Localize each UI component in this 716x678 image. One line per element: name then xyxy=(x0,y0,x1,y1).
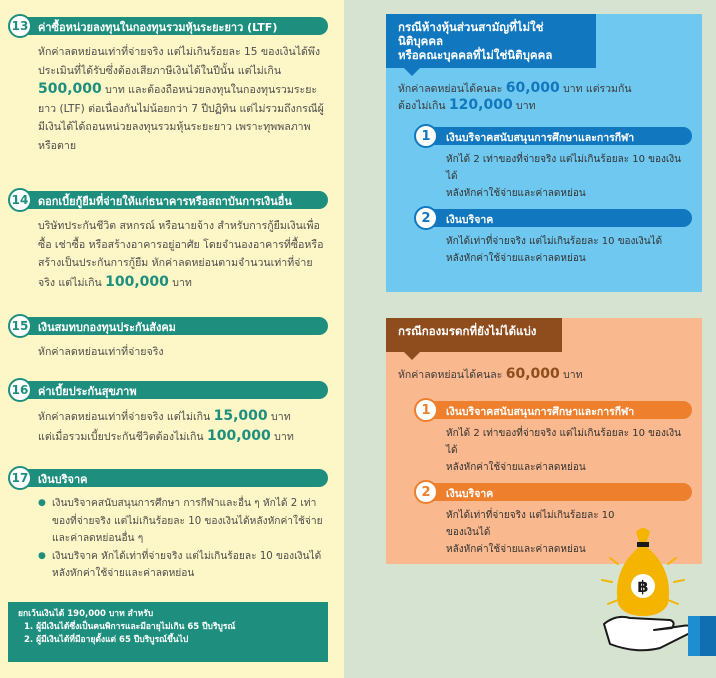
section-title: ค่าเบี้ยประกันสุขภาพ xyxy=(38,385,137,398)
body-text: บาท และต้องถือหน่วยลงทุนในกองทุนรวมระยะยาว (LTF) ต่อเนื่องกันไม่น้อยกว่า 7 ปีปฏิทิน แต่ไม่รวมถึงกรณีผู้มีเงินได้ได้ถอนหน่วยลงทุนรวมหุ้นระยะยาว เพราะทุพพลภาพหรือตาย xyxy=(38,84,324,152)
unit-text: บาท xyxy=(563,369,583,381)
unit-text: บาท xyxy=(172,276,192,289)
item-header xyxy=(414,124,692,148)
donation-item-1 xyxy=(414,124,692,202)
section-body xyxy=(8,338,328,362)
body-text: หักค่าลดหย่อนเท่าที่จ่ายจริง xyxy=(38,346,164,358)
body-text: แต่เมื่อรวมเบี้ยประกันชีวิตต้องไม่เกิน xyxy=(38,430,204,443)
section-title: เงินสมทบกองทุนประกันสังคม xyxy=(38,321,176,334)
section-number: 14 xyxy=(8,188,32,212)
body-text: หักค่าลดหย่อนเท่าที่จ่ายจริง แต่ไม่เกินร้อยละ 15 ของเงินได้พึงประเมินที่ได้รับซึ่งต้องเสียภาษีเงินได้ในปีนั้น แต่ไม่เกิน xyxy=(38,46,321,77)
item-number: 2 xyxy=(414,206,438,230)
panel-tab xyxy=(386,318,562,352)
amount: 60,000 xyxy=(505,80,560,96)
item-line: หักได้เท่าที่จ่ายจริง แต่ไม่เกินร้อยละ 10 ของเงินได้ xyxy=(446,510,615,538)
section-header xyxy=(8,466,328,490)
item-title: เงินบริจาค xyxy=(446,214,494,226)
section-body xyxy=(8,212,328,292)
section-header xyxy=(8,188,328,212)
section-16 xyxy=(8,378,328,446)
item-body xyxy=(414,422,692,476)
tab-line: กรณีกองมรดกที่ยังไม่ได้แบ่ง xyxy=(398,324,537,338)
item-number: 2 xyxy=(414,480,438,504)
intro-text: บาท แต่รวมกัน xyxy=(563,83,632,95)
item-header xyxy=(414,206,692,230)
intro-text: หักค่าลดหย่อนได้คนละ xyxy=(398,83,503,95)
section-number: 16 xyxy=(8,378,32,402)
unit-text: บาท xyxy=(516,100,536,112)
amount: 60,000 xyxy=(505,366,560,382)
unit-text: บาท xyxy=(271,411,291,423)
amount: 120,000 xyxy=(448,97,513,113)
section-header xyxy=(8,314,328,338)
tab-line: หรือคณะบุคคลที่ไม่ใช่นิติบุคคล xyxy=(398,48,553,62)
donation-item-1 xyxy=(414,398,692,476)
item-header xyxy=(414,480,692,504)
body-text: หักค่าลดหย่อนเท่าที่จ่ายจริง แต่ไม่เกิน xyxy=(38,411,211,423)
amount: 100,000 xyxy=(207,427,271,444)
section-number: 15 xyxy=(8,314,32,338)
section-number: 17 xyxy=(8,466,32,490)
body-text: บริษัทประกันชีวิต สหกรณ์ หรือนายจ้าง สำหรับการกู้ยืมเงินเพื่อซื้อ เช่าซื้อ หรือสร้างอาคารอยู่อาศัย โดยจำนองอาคารที่ซื้อหรือสร้างเป็นประกันการกู้ยืม หักค่าลดหย่อนตามจำนวนเท่าที่จ่ายจริง แต่ไม่เกิน xyxy=(38,220,324,289)
left-column xyxy=(0,0,344,678)
money-bag-hand-icon xyxy=(596,520,716,678)
baht-symbol: ฿ xyxy=(637,577,649,596)
amount: 100,000 xyxy=(105,273,169,290)
note-line: ยกเว้นเงินได้ 190,000 บาท สำหรับ xyxy=(18,609,154,619)
section-header xyxy=(8,378,328,402)
tab-line: กรณีห้างหุ้นส่วนสามัญที่ไม่ใช่นิติบุคคล xyxy=(398,20,544,48)
section-number: 13 xyxy=(8,14,32,38)
bullet-item: ● เงินบริจาค หักได้เท่าที่จ่ายจริง แต่ไม่เกินร้อยละ 10 ของเงินได้หลังหักค่าใช้จ่ายและค่าลดหย่อน xyxy=(38,548,328,583)
panel-tab xyxy=(386,14,596,68)
section-14 xyxy=(8,188,328,292)
partnership-panel xyxy=(386,14,702,292)
section-17 xyxy=(8,466,328,583)
intro-text: ต้องไม่เกิน xyxy=(398,100,446,112)
item-title: เงินบริจาคสนับสนุนการศึกษาและการกีฬา xyxy=(446,132,635,144)
section-title: ดอกเบี้ยกู้ยืมที่จ่ายให้แก่ธนาคารหรือสถาบันการเงินอื่น xyxy=(38,195,292,208)
item-line: หลังหักค่าใช้จ่ายและค่าลดหย่อน xyxy=(446,188,586,199)
intro-text: หักค่าลดหย่อนได้คนละ xyxy=(398,369,503,381)
item-line: หักได้ 2 เท่าของที่จ่ายจริง แต่ไม่เกินร้อยละ 10 ของเงินได้ xyxy=(446,428,682,456)
section-body xyxy=(8,402,328,446)
amount: 15,000 xyxy=(213,408,268,424)
section-body xyxy=(8,38,328,155)
section-title: เงินบริจาค xyxy=(38,473,88,486)
section-body xyxy=(8,490,328,583)
item-number: 1 xyxy=(414,398,438,422)
note-line: 1. ผู้มีเงินได้ซึ่งเป็นคนพิการและมีอายุไม่เกิน 65 ปีบริบูรณ์ xyxy=(24,622,236,632)
bullet-item: ● เงินบริจาคสนับสนุนการศึกษา การกีฬาและอื่น ๆ หักได้ 2 เท่าของที่จ่ายจริง แต่ไม่เกินร้อยละ 10 ของเงินได้หลังหักค่าใช้จ่ายและค่าลดหย่อนอื่น ๆ xyxy=(38,495,328,548)
unit-text: บาท xyxy=(274,430,294,443)
item-line: หักได้เท่าที่จ่ายจริง แต่ไม่เกินร้อยละ 10 ของเงินได้ xyxy=(446,236,663,247)
item-line: หักได้ 2 เท่าของที่จ่ายจริง แต่ไม่เกินร้อยละ 10 ของเงินได้ xyxy=(446,154,682,182)
donation-item-2 xyxy=(414,206,692,267)
amount: 500,000 xyxy=(38,81,102,97)
item-line: หลังหักค่าใช้จ่ายและค่าลดหย่อน xyxy=(446,544,586,555)
item-title: เงินบริจาคสนับสนุนการศึกษาและการกีฬา xyxy=(446,406,635,418)
item-line: หลังหักค่าใช้จ่ายและค่าลดหย่อน xyxy=(446,462,586,473)
panel-intro xyxy=(398,80,632,114)
item-title: เงินบริจาค xyxy=(446,488,494,500)
item-body xyxy=(414,148,692,202)
note-line: 2. ผู้มีเงินได้ที่มีอายุตั้งแต่ 65 ปีบริบูรณ์ขึ้นไป xyxy=(24,635,189,645)
exemption-note xyxy=(8,602,328,662)
section-header xyxy=(8,14,328,38)
panel-intro xyxy=(398,366,583,383)
item-body xyxy=(414,230,692,267)
section-13 xyxy=(8,14,328,155)
item-line: หลังหักค่าใช้จ่ายและค่าลดหย่อน xyxy=(446,253,586,264)
section-title: ค่าซื้อหน่วยลงทุนในกองทุนรวมหุ้นระยะยาว (LTF) xyxy=(38,21,278,34)
section-15 xyxy=(8,314,328,362)
item-header xyxy=(414,398,692,422)
item-number: 1 xyxy=(414,124,438,148)
